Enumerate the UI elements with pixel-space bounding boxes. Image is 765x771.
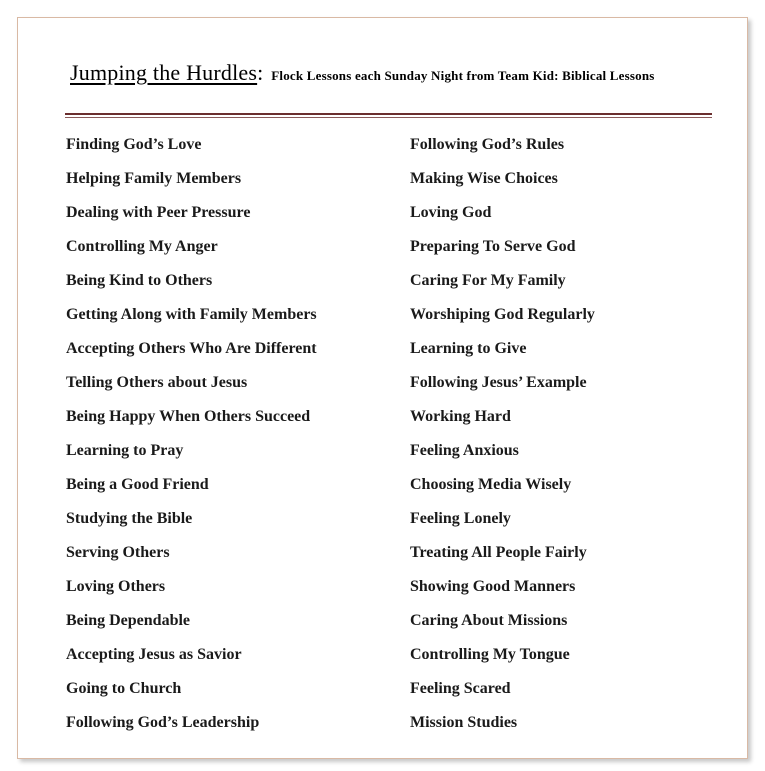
lesson-item: Showing Good Manners — [410, 578, 576, 595]
lesson-item: Caring For My Family — [410, 272, 566, 289]
document-header — [70, 60, 655, 86]
lesson-item: Mission Studies — [410, 714, 518, 731]
lesson-item: Following God’s Leadership — [66, 714, 260, 731]
lesson-item: Choosing Media Wisely — [410, 476, 572, 493]
lesson-item: Being Dependable — [66, 612, 191, 629]
lesson-item: Loving God — [410, 204, 492, 221]
lesson-item: Feeling Anxious — [410, 442, 519, 459]
lesson-item: Feeling Scared — [410, 680, 511, 697]
lesson-item: Finding God’s Love — [66, 136, 202, 153]
lesson-item: Working Hard — [410, 408, 511, 425]
lesson-item: Learning to Give — [410, 340, 527, 357]
title-colon: : — [257, 60, 264, 85]
header-divider — [65, 113, 712, 115]
lesson-item: Being a Good Friend — [66, 476, 209, 493]
lesson-item: Dealing with Peer Pressure — [66, 204, 251, 221]
lesson-item: Accepting Others Who Are Different — [66, 340, 317, 357]
lesson-item: Controlling My Anger — [66, 238, 218, 255]
lesson-item: Being Happy When Others Succeed — [66, 408, 311, 425]
lesson-item: Accepting Jesus as Savior — [66, 646, 242, 663]
lesson-list-left — [66, 135, 317, 747]
lesson-item: Following God’s Rules — [410, 136, 565, 153]
lesson-item: Feeling Lonely — [410, 510, 511, 527]
lesson-item: Loving Others — [66, 578, 166, 595]
lesson-item: Telling Others about Jesus — [66, 374, 248, 391]
lesson-item: Caring About Missions — [410, 612, 568, 629]
lesson-item: Getting Along with Family Members — [66, 306, 317, 323]
lesson-item: Treating All People Fairly — [410, 544, 587, 561]
lesson-item: Making Wise Choices — [410, 170, 558, 187]
document-subtitle: Flock Lessons each Sunday Night from Team Kid: Biblical Lessons — [271, 68, 655, 83]
lesson-item: Controlling My Tongue — [410, 646, 570, 663]
lesson-item: Going to Church — [66, 680, 182, 697]
lesson-item: Being Kind to Others — [66, 272, 213, 289]
lesson-item: Learning to Pray — [66, 442, 184, 459]
lesson-item: Worshiping God Regularly — [410, 306, 595, 323]
header-divider-secondary — [65, 117, 712, 118]
lesson-item: Following Jesus’ Example — [410, 374, 587, 391]
lesson-item: Serving Others — [66, 544, 170, 561]
lesson-item: Studying the Bible — [66, 510, 193, 527]
lesson-item: Preparing To Serve God — [410, 238, 576, 255]
lesson-list-right — [410, 135, 595, 747]
lesson-item: Helping Family Members — [66, 170, 242, 187]
document-title: Jumping the Hurdles — [70, 60, 258, 85]
